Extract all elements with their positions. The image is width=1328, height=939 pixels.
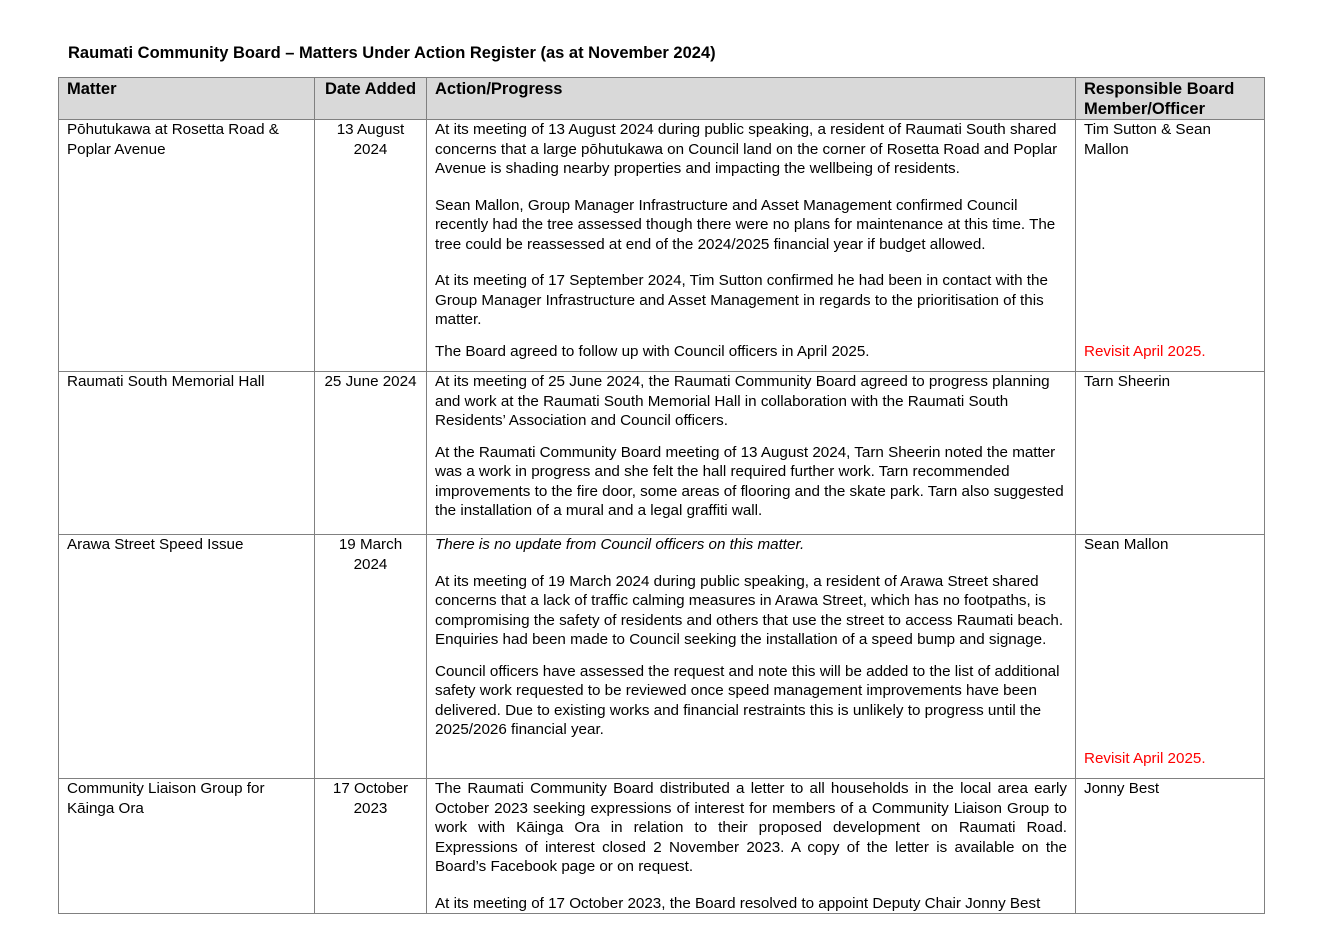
action-paragraph: The Raumati Community Board distributed a letter to all households in the local area early October 2023 seeking expressions of interest for members of a Community Liaison Group to work with Kāinga Ora in relation to their proposed development on Raumati Road. Expressions of interest closed 2 November 2023. A copy of the letter is available on the Board’s Facebook page or on request.	[435, 780, 1067, 875]
action-paragraph: At its meeting of 13 August 2024 during public speaking, a resident of Raumati South shared concerns that a large pōhutukawa on Council land on the corner of Rosetta Road and Poplar Avenue is shading nearby properties and impacting the wellbeing of residents.	[435, 121, 1058, 177]
responsible-cell: Jonny Best	[1076, 779, 1265, 914]
action-paragraph: At its meeting of 17 September 2024, Tim Sutton confirmed he had been in contact with the Group Manager Infrastructure and Asset Management in regards to the prioritisation of this matter.	[435, 272, 1048, 328]
action-cell	[427, 535, 1076, 779]
action-cell	[427, 372, 1076, 535]
responsible-name: Tim Sutton & Sean Mallon	[1084, 121, 1211, 158]
matter-cell: Raumati South Memorial Hall	[59, 372, 315, 535]
responsible-cell: Tarn Sheerin	[1076, 372, 1265, 535]
matter-cell: Arawa Street Speed Issue	[59, 535, 315, 779]
header-responsible: Responsible Board Member/Officer	[1076, 78, 1265, 120]
header-date-added: Date Added	[315, 78, 427, 120]
action-cell	[427, 120, 1076, 372]
matter-cell: Community Liaison Group for Kāinga Ora	[59, 779, 315, 914]
date-cell: 19 March 2024	[315, 535, 427, 779]
revisit-note: Revisit April 2025.	[1084, 749, 1206, 767]
action-paragraph: At its meeting of 25 June 2024, the Raumati Community Board agreed to progress planning and work at the Raumati South Memorial Hall in collaboration with the Raumati South Residents’ Association and Council officers.	[435, 373, 1050, 429]
date-cell: 13 August 2024	[315, 120, 427, 372]
action-paragraph: There is no update from Council officers on this matter.	[435, 536, 805, 553]
responsible-name: Sean Mallon	[1084, 536, 1169, 553]
action-paragraph: At its meeting of 19 March 2024 during public speaking, a resident of Arawa Street shared concerns that a lack of traffic calming measures in Arawa Street, which has no footpaths, is compromising the safety of residents and others that use the street to access Raumati beach. Enquiries had been made to Council seeking the installation of a speed bump and signage.	[435, 572, 1064, 648]
page-title: Raumati Community Board – Matters Under Action Register (as at November 2024)	[68, 44, 716, 62]
header-matter: Matter	[59, 78, 315, 120]
date-cell: 25 June 2024	[315, 372, 427, 535]
responsible-cell	[1076, 535, 1265, 779]
action-paragraph: At the Raumati Community Board meeting of 13 August 2024, Tarn Sheerin noted the matter was a work in progress and she felt the hall required further work. Tarn recommended improvements to the fire door, some areas of flooring and the skate park. Tarn also suggested the installation of a mural and a legal graffiti wall.	[435, 443, 1064, 519]
table-header-row	[59, 78, 1265, 120]
action-cell	[427, 779, 1076, 914]
table-row	[59, 120, 1265, 372]
table-row	[59, 535, 1265, 779]
action-paragraph: The Board agreed to follow up with Council officers in April 2025.	[435, 342, 870, 360]
table-row	[59, 779, 1265, 914]
responsible-cell	[1076, 120, 1265, 372]
table-row	[59, 372, 1265, 535]
header-action-progress: Action/Progress	[427, 78, 1076, 120]
action-paragraph: Sean Mallon, Group Manager Infrastructure and Asset Management confirmed Council recently had the tree assessed though there were no plans for maintenance at this time. The tree could be reassessed at end of the 2024/2025 financial year if budget allowed.	[435, 196, 1056, 253]
matter-cell: Pōhutukawa at Rosetta Road & Poplar Avenue	[59, 120, 315, 372]
action-paragraph: Council officers have assessed the request and note this will be added to the list of additional safety work requested to be reviewed once speed management improvements have been delivered. Due to existing works and financial restraints this is unlikely to progress until the 2025/2026 financial year.	[435, 662, 1060, 738]
action-paragraph: At its meeting of 17 October 2023, the Board resolved to appoint Deputy Chair Jonny Best	[435, 894, 1041, 912]
revisit-note: Revisit April 2025.	[1084, 342, 1206, 360]
date-cell: 17 October 2023	[315, 779, 427, 914]
action-register-table	[58, 77, 1265, 914]
